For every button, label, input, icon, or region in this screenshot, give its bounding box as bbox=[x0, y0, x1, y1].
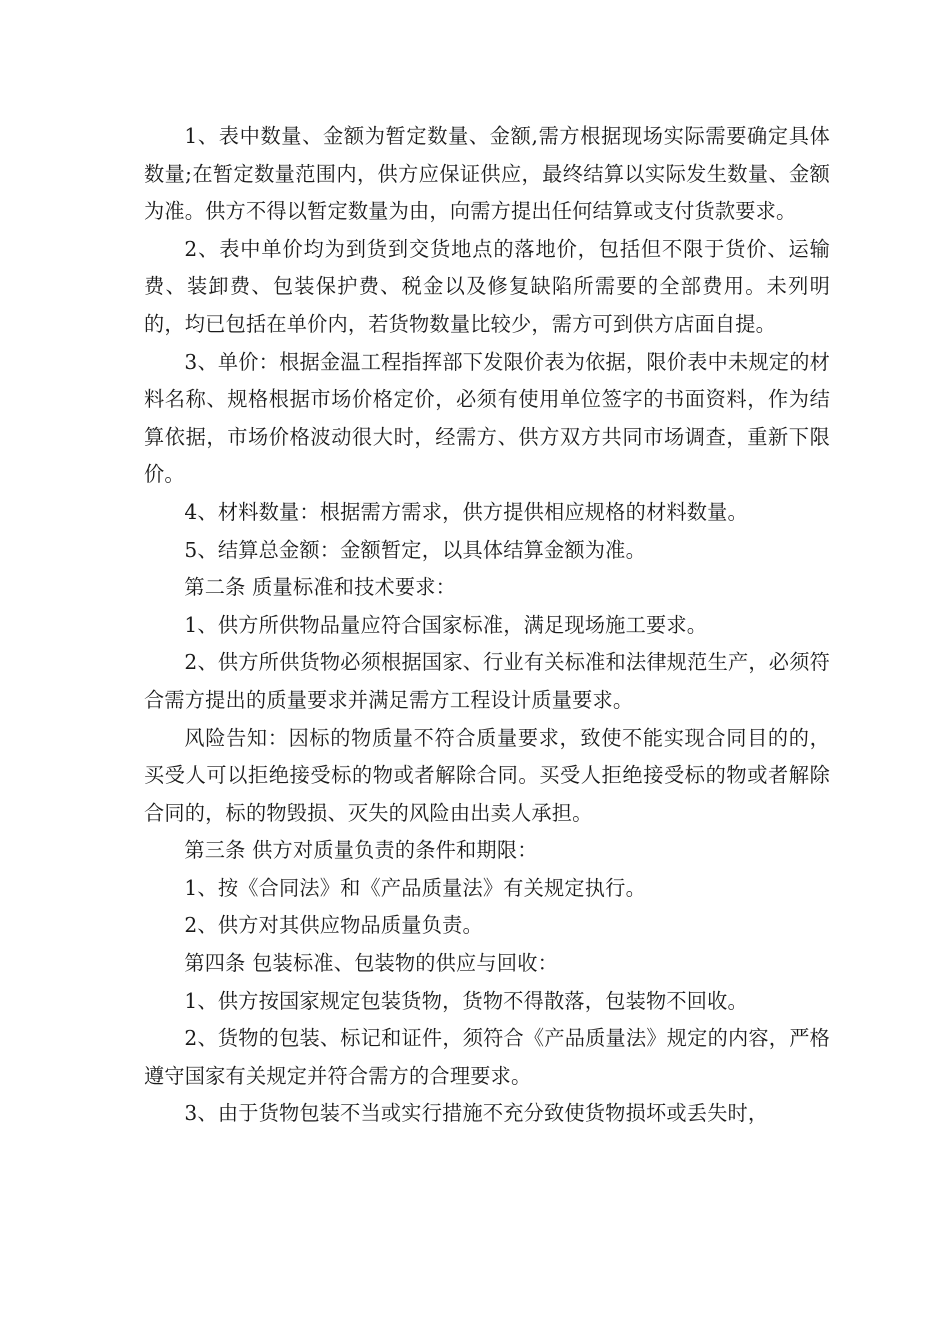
clause-quality-requirements: 2、供方所供货物必须根据国家、行业有关标准和法律规范生产，必须符合需方提出的质量要求并满足需方工程设计质量要求。 bbox=[144, 650, 830, 712]
document-body bbox=[144, 118, 830, 1133]
risk-notice: 风险告知：因标的物质量不符合质量要求，致使不能实现合同目的的，买受人可以拒绝接受标的物或者解除合同。买受人拒绝接受标的物或者解除合同的，标的物毁损、灭失的风险由出卖人承担。 bbox=[144, 725, 830, 825]
article-2-heading: 第二条 质量标准和技术要求： bbox=[184, 575, 457, 600]
clause-unit-price: 2、表中单价均为到货到交货地点的落地价，包括但不限于货价、运输费、装卸费、包装保护费、税金以及修复缺陷所需要的全部费用。未列明的，均已包括在单价内，若货物数量比较少，需方可到供方店面自提。 bbox=[144, 236, 830, 336]
clause-packaging-marking: 2、货物的包装、标记和证件，须符合《产品质量法》规定的内容，严格遵守国家有关规定并符合需方的合理要求。 bbox=[144, 1026, 830, 1088]
clause-national-standard: 1、供方所供物品量应符合国家标准，满足现场施工要求。 bbox=[184, 612, 708, 637]
clause-quality-responsibility: 2、供方对其供应物品质量负责。 bbox=[184, 913, 483, 938]
clause-contract-law: 1、按《合同法》和《产品质量法》有关规定执行。 bbox=[184, 875, 646, 900]
clause-material-quantity: 4、材料数量：根据需方需求，供方提供相应规格的材料数量。 bbox=[184, 499, 748, 524]
clause-packaging-damage: 3、由于货物包装不当或实行措施不充分致使货物损坏或丢失时， bbox=[184, 1101, 769, 1126]
clause-packaging: 1、供方按国家规定包装货物，货物不得散落，包装物不回收。 bbox=[184, 988, 748, 1013]
clause-quantity-amount: 1、表中数量、金额为暂定数量、金额,需方根据现场实际需要确定具体数量;在暂定数量范围内，供方应保证供应，最终结算以实际发生数量、金额为准。供方不得以暂定数量为由，向需方提出任何结算或支付货款要求。 bbox=[144, 124, 830, 224]
article-3-heading: 第三条 供方对质量负责的条件和期限： bbox=[184, 838, 538, 863]
clause-price-limit: 3、单价：根据金温工程指挥部下发限价表为依据，限价表中未规定的材料名称、规格根据市场价格定价，必须有使用单位签字的书面资料，作为结算依据，市场价格波动很大时，经需方、供方双方共同市场调查，重新下限价。 bbox=[144, 349, 830, 487]
article-4-heading: 第四条 包装标准、包装物的供应与回收： bbox=[184, 951, 558, 976]
clause-total-amount: 5、结算总金额：金额暂定，以具体结算金额为准。 bbox=[184, 537, 646, 562]
